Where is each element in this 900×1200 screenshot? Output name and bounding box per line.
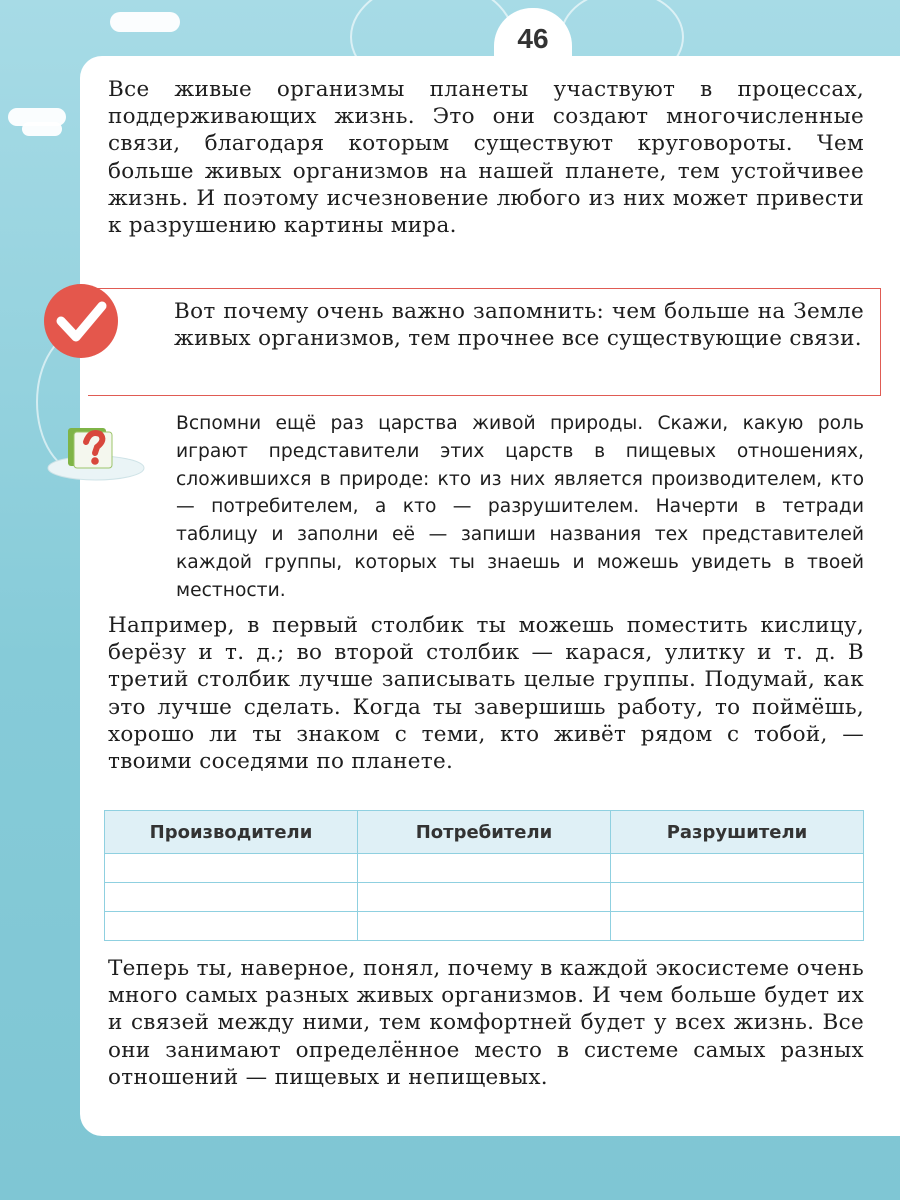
remember-text: Вот почему очень важно запомнить: чем больше на Земле живых организмов, тем прочнее все существующие связи. xyxy=(174,299,864,352)
checkmark-icon xyxy=(44,284,118,358)
table-cell xyxy=(611,883,864,912)
table-row xyxy=(105,912,864,941)
intro-paragraph: Все живые организмы планеты участвуют в процессах, поддерживающих жизнь. Это они создают многочисленные связи, благодаря которым существуют круговороты. Чем больше живых организмов на нашей планете, тем устойчивее жизнь. И поэтому исчезновение любого из них может привести к разрушению картины мира. xyxy=(108,77,864,239)
table-cell xyxy=(358,883,611,912)
question-book-icon xyxy=(44,408,150,484)
example-paragraph: Например, в первый столбик ты можешь поместить кислицу, берёзу и т. д.; во второй столбик — карася, улитку и т. д. В третий столбик лучше записывать целые группы. Подумай, как это лучше сделать. Когда ты завершишь работу, то поймёшь, хорошо ли ты знаком с теми, кто живёт рядом с тобой, — твоими соседями по планете. xyxy=(108,613,864,775)
table-row xyxy=(105,854,864,883)
table-cell xyxy=(105,854,358,883)
table-cell xyxy=(358,854,611,883)
conclusion-paragraph: Теперь ты, наверное, понял, почему в каждой экосистеме очень много самых разных живых организмов. И чем больше будет их и связей между ними, тем комфортней будет у всех жизнь. Все они занимают определённое место в системе самых разных отношений — пищевых и непищевых. xyxy=(108,956,864,1090)
classification-table xyxy=(104,810,864,941)
table-header-decomposers: Разрушители xyxy=(611,811,864,854)
task-text: Вспомни ещё раз царства живой природы. Скажи, какую роль играют представители этих царств в пищевых отношениях, сложившихся в природе: кто из них является производителем, кто — потребителем, а кто — разрушителем. Начерти в тетради таблицу и заполни её — запиши названия тех представителей каждой группы, которых ты знаешь и можешь увидеть в твоей местности. xyxy=(176,413,864,601)
table-cell xyxy=(611,912,864,941)
table-row xyxy=(105,883,864,912)
table-cell xyxy=(611,854,864,883)
table-cell xyxy=(358,912,611,941)
table-header-row xyxy=(105,811,864,854)
table-cell xyxy=(105,883,358,912)
table-header-producers: Производители xyxy=(105,811,358,854)
table-cell xyxy=(105,912,358,941)
cloud-decoration xyxy=(22,122,62,136)
table-header-consumers: Потребители xyxy=(358,811,611,854)
page-number: 46 xyxy=(494,8,572,70)
cloud-decoration xyxy=(110,12,180,32)
